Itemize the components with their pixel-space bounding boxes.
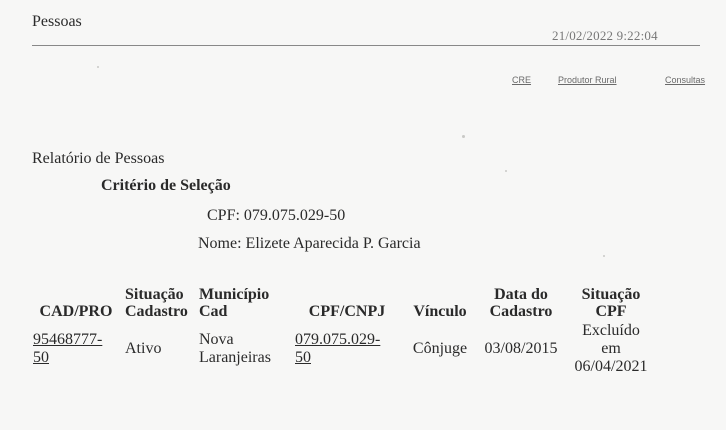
- criteria-nome: [198, 235, 421, 253]
- cell-data-cadastro: 03/08/2015: [484, 340, 558, 357]
- criteria-cpf-value: 079.075.029-50: [243, 207, 346, 224]
- cell-cad-pro: [30, 320, 122, 378]
- cell-vinculo: Cônjuge: [412, 340, 468, 357]
- col-header-cad-pro: CAD/PRO: [39, 303, 113, 320]
- results-table: [30, 276, 658, 378]
- report-title: Relatório de Pessoas: [32, 150, 165, 167]
- table-header-row: [30, 276, 658, 320]
- criteria-nome-label: Nome:: [198, 235, 242, 252]
- table-row: [30, 320, 658, 378]
- cad-pro-link[interactable]: 95468777- 50: [33, 331, 103, 366]
- col-header-data-cadastro: Data do Cadastro: [489, 286, 553, 320]
- col-header-situacao-cpf: Situação CPF: [581, 286, 641, 320]
- cell-cpf-cnpj: [292, 320, 402, 378]
- header-links: [0, 75, 726, 89]
- cell-municipio: Nova Laranjeiras: [199, 331, 271, 366]
- col-header-vinculo: Vínculo: [413, 303, 467, 320]
- cell-situacao-cpf: Excluído em 06/04/2021: [574, 322, 648, 375]
- scan-speck: [462, 135, 465, 138]
- print-timestamp: 21/02/2022 9:22:04: [552, 28, 658, 43]
- link-cre[interactable]: CRE: [512, 75, 532, 85]
- criteria-title: Critério de Seleção: [101, 177, 231, 194]
- col-header-cpf-cnpj: CPF/CNPJ: [308, 303, 386, 320]
- scan-speck: [603, 255, 605, 257]
- cell-situacao-cadastro: Ativo: [125, 340, 162, 357]
- criteria-cpf: [207, 207, 345, 225]
- col-header-situacao-cadastro: Situação Cadastro: [125, 286, 188, 320]
- link-consultas[interactable]: Consultas: [665, 75, 706, 85]
- link-produtor-rural[interactable]: Produtor Rural: [558, 75, 617, 85]
- cpf-cnpj-link[interactable]: 079.075.029- 50: [295, 331, 381, 366]
- header-divider: [32, 45, 700, 46]
- page-title: Pessoas: [32, 13, 82, 30]
- scan-speck: [97, 66, 99, 68]
- criteria-cpf-label: CPF:: [207, 207, 240, 224]
- criteria-nome-value: Elizete Aparecida P. Garcia: [245, 235, 421, 252]
- scan-speck: [505, 170, 507, 172]
- col-header-municipio-cad: Município Cad: [199, 286, 270, 320]
